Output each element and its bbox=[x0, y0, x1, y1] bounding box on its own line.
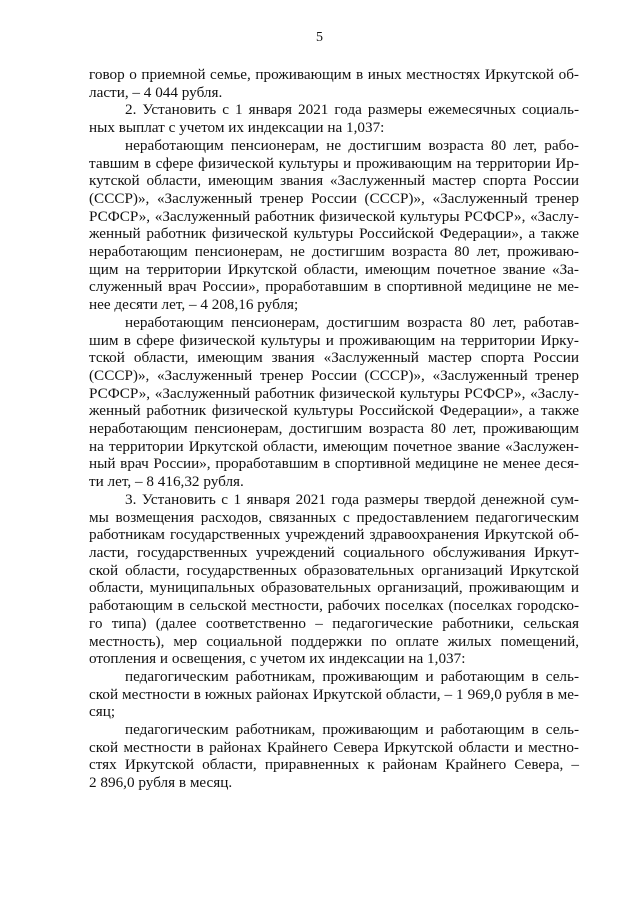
text-line: РСФСР», «Заслуженный работник физической культуры РСФСР», «Заслу- bbox=[89, 384, 579, 402]
text-line: тавшим в сфере физической культуры и проживающим на территории Ир- bbox=[89, 154, 579, 172]
text-line: местность), мер социальной поддержки по оплате жилых помещений, bbox=[89, 632, 579, 650]
document-body bbox=[89, 66, 579, 792]
text-line: сяц; bbox=[89, 703, 116, 721]
text-line: неработающим пенсионерам, достигшим возраста 80 лет, работав- bbox=[125, 313, 579, 331]
paragraph bbox=[89, 137, 579, 314]
page-number: 5 bbox=[316, 30, 323, 45]
paragraph bbox=[89, 721, 579, 792]
text-line: говор о приемной семье, проживающим в иных местностях Иркутской об- bbox=[89, 66, 579, 83]
text-line: служенный врач России», проработавшим в спортивной медицине не ме- bbox=[89, 278, 579, 296]
text-line: ных выплат с учетом их индексации на 1,037: bbox=[89, 119, 385, 137]
text-line: нее десяти лет, – 4 208,16 рубля; bbox=[89, 296, 299, 314]
text-line: ской местности в районах Крайнего Севера Иркутской области и местно- bbox=[89, 738, 579, 756]
text-line: на территории Иркутской области, имеющим почетное звание «Заслужен- bbox=[89, 437, 579, 455]
text-line: педагогическим работникам, проживающим и работающим в сель- bbox=[125, 721, 579, 739]
paragraph bbox=[89, 314, 579, 491]
text-line: кутской области, имеющим звания «Заслуженный мастер спорта России bbox=[89, 172, 579, 190]
text-line: 2. Установить с 1 января 2021 года размеры ежемесячных социаль- bbox=[125, 101, 579, 119]
text-line: педагогическим работникам, проживающим и работающим в сель- bbox=[125, 667, 579, 685]
text-line: работающим в сельской местности, рабочих поселках (поселках городско- bbox=[89, 597, 579, 615]
text-line: мы возмещения расходов, связанных с предоставлением педагогическим bbox=[89, 508, 579, 526]
text-line: тской области, имеющим звания «Заслуженный мастер спорта России bbox=[89, 349, 579, 367]
text-line: (СССР)», «Заслуженный тренер России (СССР)», «Заслуженный тренер bbox=[89, 366, 579, 384]
text-line: области, муниципальных образовательных организаций, проживающим и bbox=[89, 579, 579, 597]
text-line: щим на территории Иркутской области, имеющим почетное звание «За- bbox=[89, 260, 579, 278]
text-line: работникам государственных учреждений здравоохранения Иркутской об- bbox=[89, 526, 579, 544]
text-line: ласти, государственных учреждений социального обслуживания Иркут- bbox=[89, 543, 579, 561]
paragraph bbox=[89, 101, 579, 136]
text-line: стях Иркутской области, приравненных к районам Крайнего Севера, – bbox=[89, 756, 579, 774]
text-line: ской местности в южных районах Иркутской области, – 1 969,0 рубля в ме- bbox=[89, 685, 579, 703]
paragraph bbox=[89, 491, 579, 668]
text-line: неработающим пенсионерам, достигшим возраста 80 лет, проживающим bbox=[89, 420, 579, 438]
text-line: неработающим пенсионерам, не достигшим возраста 80 лет, проживаю- bbox=[89, 243, 579, 261]
text-line: ти лет, – 8 416,32 рубля. bbox=[89, 473, 244, 491]
text-line: ласти, – 4 044 рубля. bbox=[89, 83, 223, 101]
text-line: отопления и освещения, с учетом их индексации на 1,037: bbox=[89, 650, 466, 668]
text-line: женный работник физической культуры Российской Федерации», а также bbox=[89, 225, 579, 243]
paragraph bbox=[89, 66, 579, 101]
text-line: 3. Установить с 1 января 2021 года размеры твердой денежной сум- bbox=[125, 490, 579, 508]
text-line: ный врач России», проработавшим в спортивной медицине не менее деся- bbox=[89, 455, 579, 473]
text-line: шим в сфере физической культуры и проживающим на территории Ирку- bbox=[89, 331, 579, 349]
paragraph bbox=[89, 668, 579, 721]
text-line: (СССР)», «Заслуженный тренер России (СССР)», «Заслуженный тренер bbox=[89, 189, 579, 207]
text-line: женный работник физической культуры Российской Федерации», а также bbox=[89, 402, 579, 420]
text-line: го типа) (далее соответственно – педагогические работники, сельская bbox=[89, 614, 579, 632]
text-line: неработающим пенсионерам, не достигшим возраста 80 лет, рабо- bbox=[125, 136, 579, 154]
text-line: ской области, государственных образовательных организаций Иркутской bbox=[89, 561, 579, 579]
text-line: РСФСР», «Заслуженный работник физической культуры РСФСР», «Заслу- bbox=[89, 207, 579, 225]
text-line: 2 896,0 рубля в месяц. bbox=[89, 774, 233, 792]
